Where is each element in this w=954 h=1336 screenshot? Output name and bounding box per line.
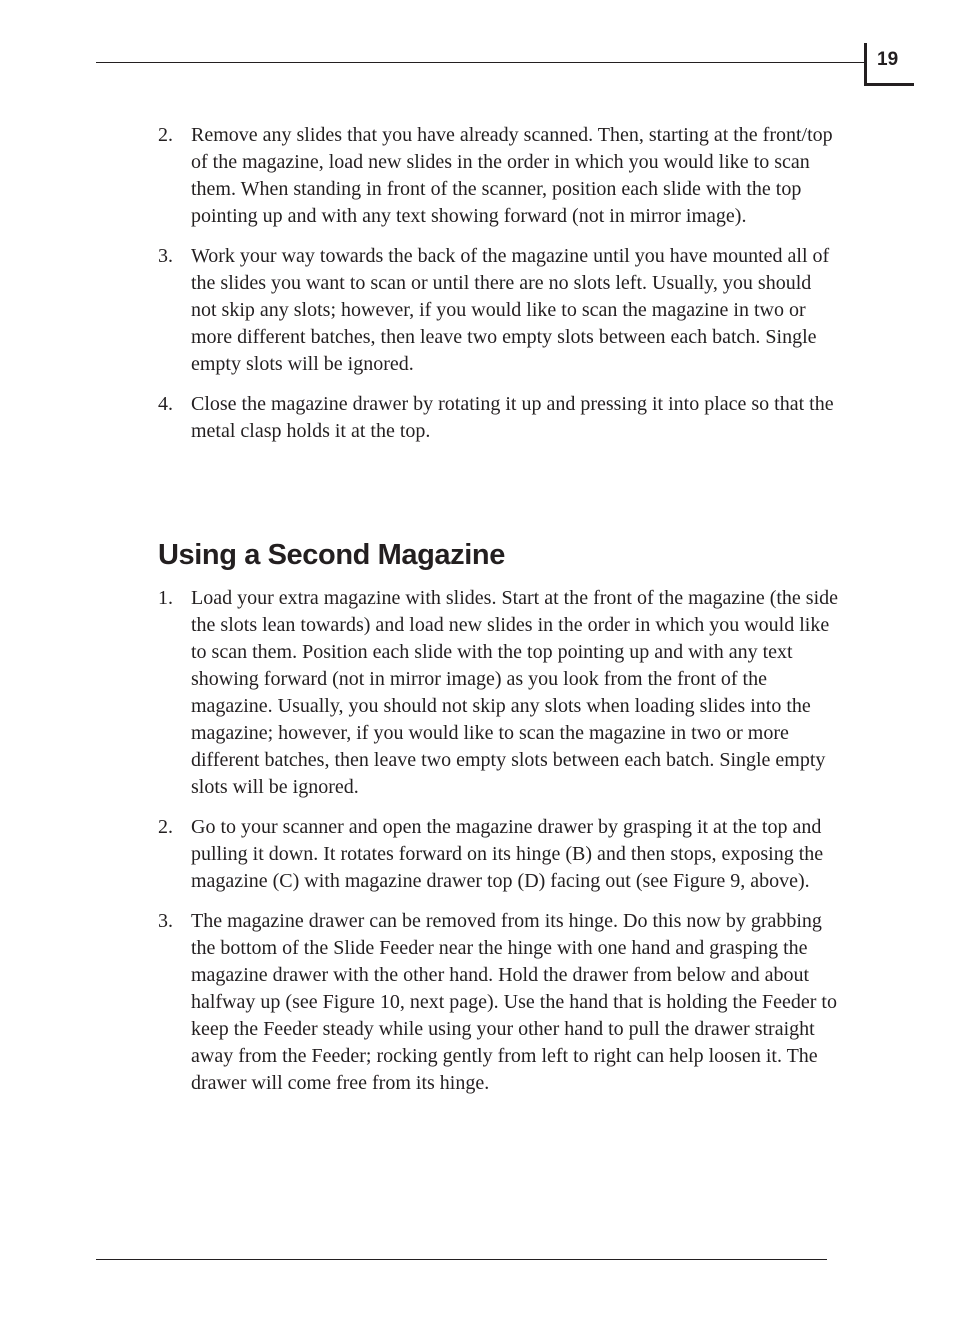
list-item: [158, 814, 838, 895]
list-item-text: The magazine drawer can be removed from its hinge. Do this now by grabbing the bottom of the Slide Feeder near the hinge with one hand and grasping the magazine drawer with the other hand. Hold the drawer from below and about halfway up (see Figure 10, next page). Use the hand that is holding the Feeder to keep the Feeder steady while using your other hand to pull the drawer straight away from the Feeder; rocking gently from left to right can help loosen it. The drawer will come free from its hinge.: [191, 910, 837, 1094]
list-item-text: Work your way towards the back of the magazine until you have mounted all of the slides you want to scan or until there are no slots left. Usually, you should not skip any slots; however, if you would like to scan the magazine in two or more different batches, then leave two empty slots between each batch. Single empty slots will be ignored.: [191, 245, 830, 375]
page-number: 19: [877, 49, 899, 70]
list-item-text: Close the magazine drawer by rotating it up and pressing it into place so that the metal clasp holds it at the top.: [191, 393, 834, 442]
list-item-text: Load your extra magazine with slides. Start at the front of the magazine (the side the slots lean towards) and load new slides in the order in which you would like to scan them. Position each slide with the top pointing up and with any text showing forward (not in mirror image) as you look from the front of the magazine. Usually, you should not skip any slots when loading slides into the magazine; however, if you would like to scan the magazine in two or more different batches, then leave two empty slots between each batch. Single empty slots will be ignored.: [191, 587, 839, 798]
header-rule: [96, 62, 866, 63]
list-item: [158, 585, 838, 801]
list-item-number: 2.: [158, 816, 173, 838]
list-item-number: 2.: [158, 124, 173, 146]
list-item: [158, 391, 838, 445]
list-item: [158, 122, 838, 230]
list-item-number: 3.: [158, 245, 173, 267]
list-item-number: 1.: [158, 587, 173, 609]
list-item-text: Go to your scanner and open the magazine drawer by grasping it at the top and pulling it down. It rotates forward on its hinge (B) and then stops, exposing the magazine (C) with magazine drawer top (D) facing out (see Figure 9, above).: [191, 816, 824, 892]
section-heading: Using a Second Magazine: [158, 539, 505, 571]
second-magazine-steps: [158, 585, 838, 1097]
list-item-number: 4.: [158, 393, 173, 415]
list-item-number: 3.: [158, 910, 173, 932]
list-item: [158, 243, 838, 378]
list-item: [158, 908, 838, 1097]
footer-rule: [96, 1259, 827, 1260]
list-item-text: Remove any slides that you have already scanned. Then, starting at the front/top of the magazine, load new slides in the order in which you would like to scan them. When standing in front of the scanner, position each slide with the top pointing up and with any text showing forward (not in mirror image).: [191, 124, 833, 227]
instruction-list-continued: [158, 122, 838, 445]
